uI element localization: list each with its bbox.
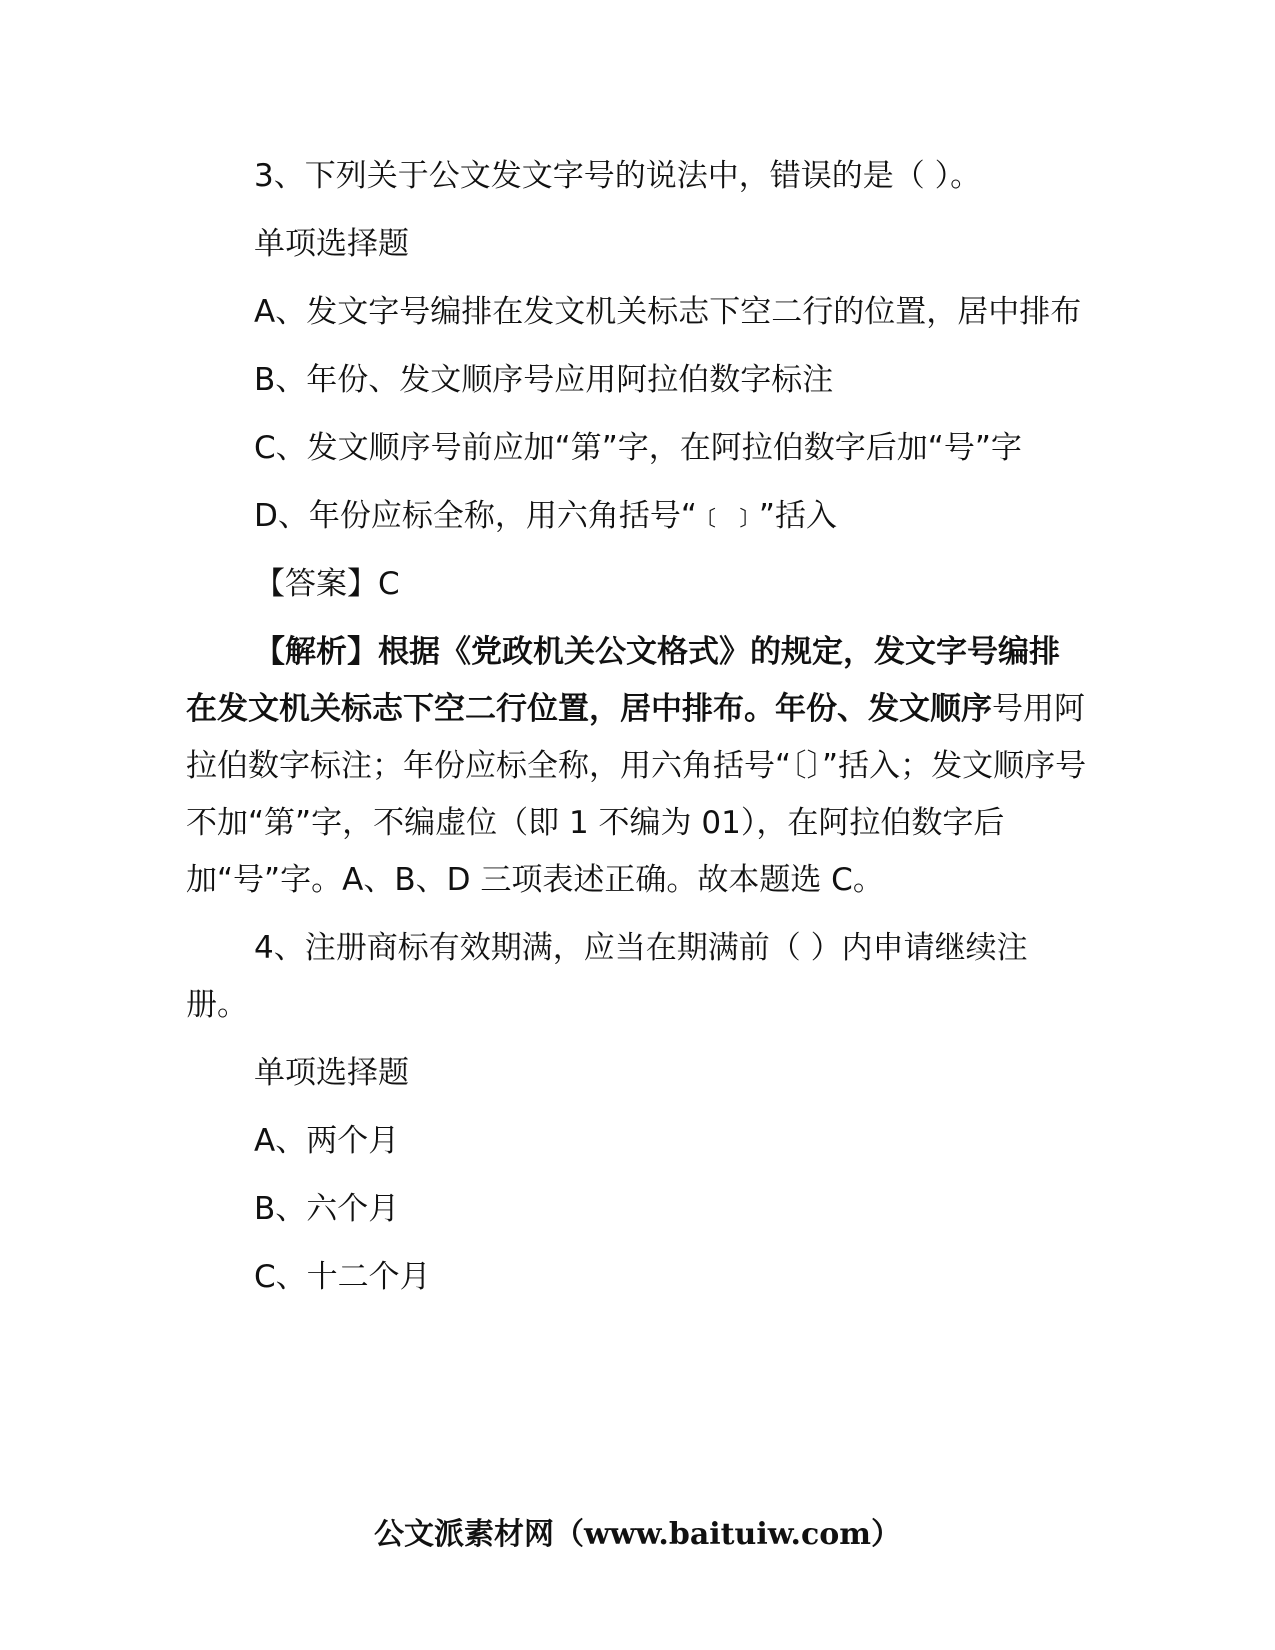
question-3-analysis [186, 624, 1088, 909]
question-4-option-c: C、十二个月 [254, 1259, 431, 1295]
question-4-option-a: A、两个月 [254, 1123, 400, 1159]
question-3-analysis-rest: 号用阿拉伯数字标注；年份应标全称，用六角括号“〔〕”括入；发文顺序号不加“第”字，不编虚位（即 1 不编为 01），在阿拉伯数字后加“号”字。A、B、D 三项表述正确。故本题选 C。 [186, 691, 1087, 898]
question-3-option-d: D、年份应标全称，用六角括号“﹝﹞”括入 [254, 498, 837, 534]
footer-site-name: 公文派素材网（www.baituiw.com） [373, 1517, 902, 1552]
document-content [186, 148, 1088, 1317]
question-3-text: 3、下列关于公文发文字号的说法中，错误的是（ ）。 [254, 158, 982, 194]
question-3-type: 单项选择题 [254, 226, 409, 262]
question-3-option-b: B、年份、发文顺序号应用阿拉伯数字标注 [254, 362, 834, 398]
question-4-option-b: B、六个月 [254, 1191, 400, 1227]
question-4-text: 4、注册商标有效期满，应当在期满前（ ）内申请继续注册。 [186, 930, 1028, 1023]
question-3-option-a: A、发文字号编排在发文机关标志下空二行的位置，居中排布 [254, 294, 1082, 330]
question-3-option-c: C、发文顺序号前应加“第”字，在阿拉伯数字后加“号”字 [254, 430, 1022, 466]
question-3-analysis-bold: 【解析】根据《党政机关公文格式》的规定，发文字号编排在发文机关标志下空二行位置，居中排布。年份、发文顺序 [186, 634, 1060, 727]
question-4-type: 单项选择题 [254, 1055, 409, 1091]
question-3-answer: 【答案】C [254, 566, 400, 602]
